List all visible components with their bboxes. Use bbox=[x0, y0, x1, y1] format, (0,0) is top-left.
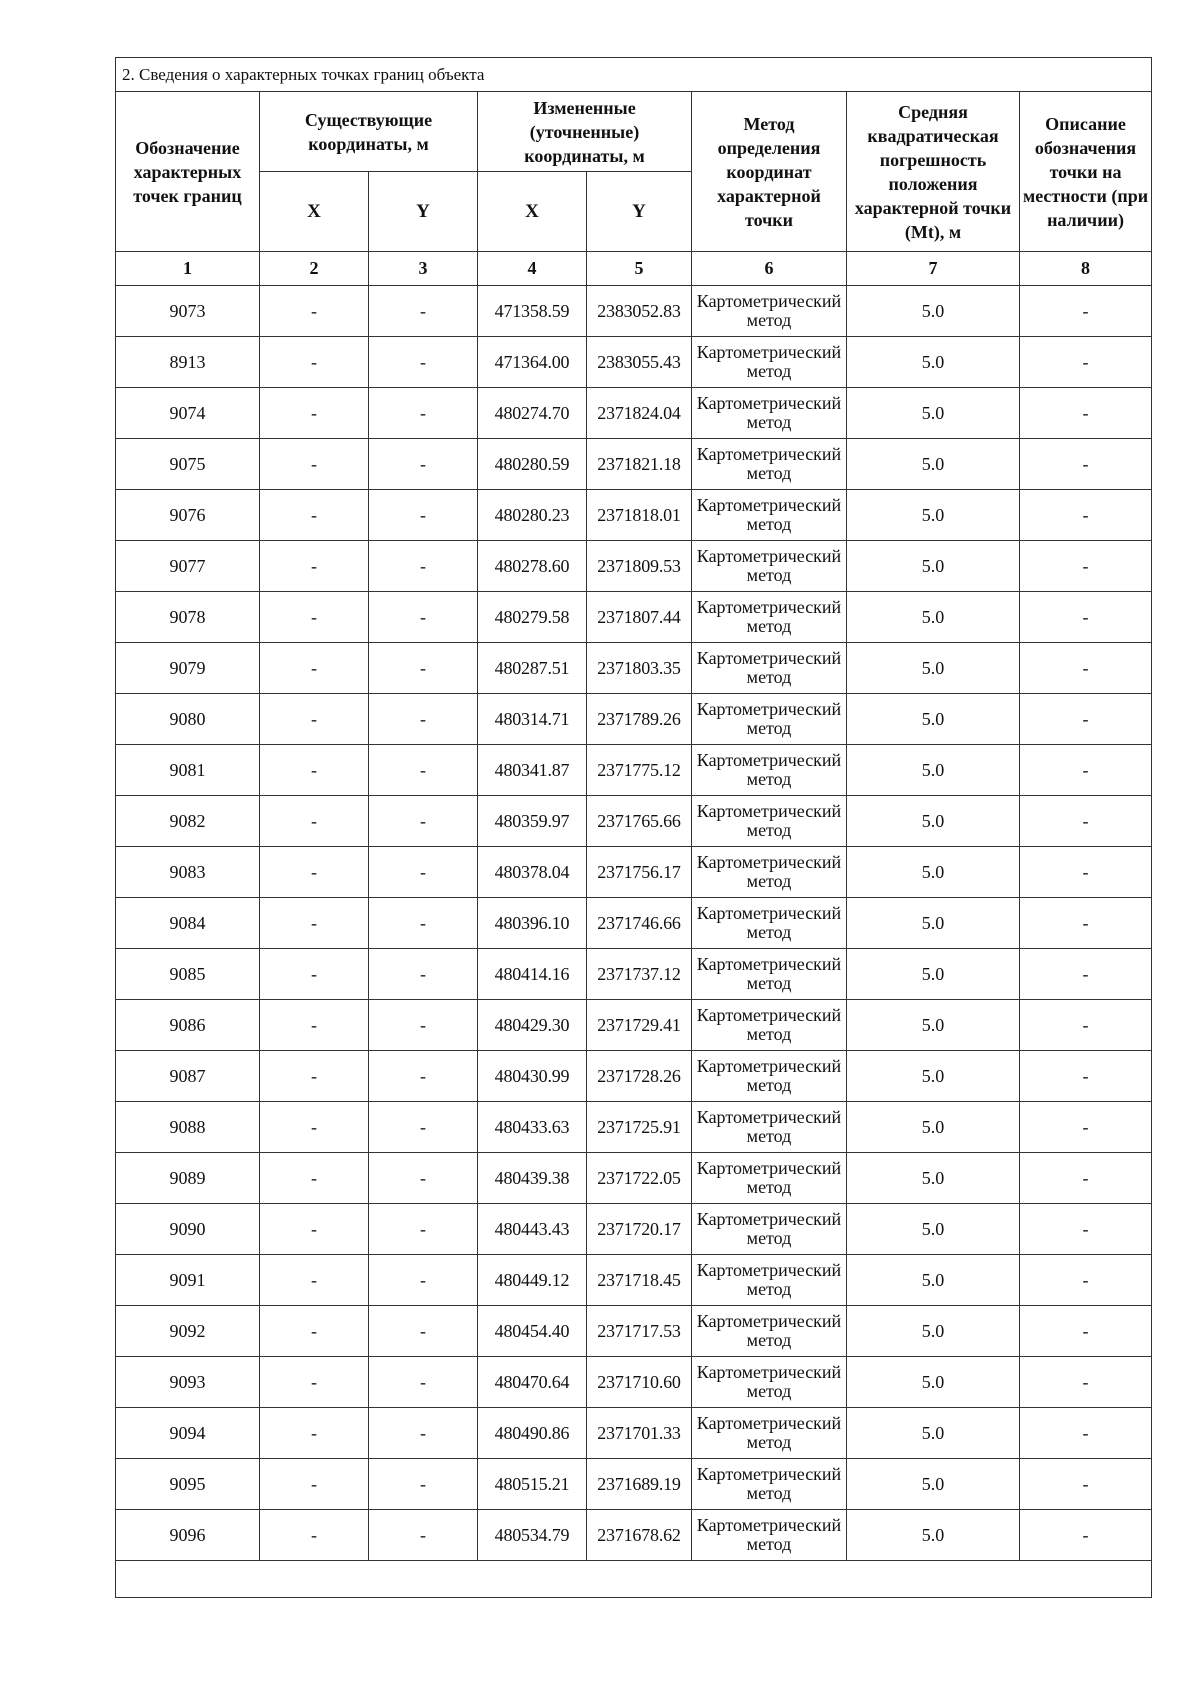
cell-point: 9085 bbox=[116, 949, 260, 1000]
cell-existing-y: - bbox=[369, 439, 478, 490]
cell-description: - bbox=[1020, 1510, 1152, 1561]
cell-existing-x: - bbox=[260, 949, 369, 1000]
cell-existing-x: - bbox=[260, 1459, 369, 1510]
cell-x: 471364.00 bbox=[478, 337, 587, 388]
cell-method: Картометрический метод bbox=[692, 745, 847, 796]
cell-description: - bbox=[1020, 847, 1152, 898]
cell-existing-y: - bbox=[369, 490, 478, 541]
cell-method: Картометрический метод bbox=[692, 1306, 847, 1357]
cell-point: 9076 bbox=[116, 490, 260, 541]
cell-existing-y: - bbox=[369, 1000, 478, 1051]
cell-point: 9096 bbox=[116, 1510, 260, 1561]
cell-existing-x: - bbox=[260, 439, 369, 490]
cell-existing-x: - bbox=[260, 1510, 369, 1561]
cell-existing-y: - bbox=[369, 1102, 478, 1153]
cell-existing-x: - bbox=[260, 1408, 369, 1459]
cell-method: Картометрический метод bbox=[692, 643, 847, 694]
cell-description: - bbox=[1020, 337, 1152, 388]
cell-method: Картометрический метод bbox=[692, 439, 847, 490]
cell-existing-y: - bbox=[369, 1408, 478, 1459]
cell-existing-y: - bbox=[369, 745, 478, 796]
header-method: Метод определения координат характерной точки bbox=[692, 92, 847, 252]
cell-point: 8913 bbox=[116, 337, 260, 388]
cell-method: Картометрический метод bbox=[692, 388, 847, 439]
cell-method: Картометрический метод bbox=[692, 694, 847, 745]
table-row bbox=[116, 796, 1152, 847]
cell-mt: 5.0 bbox=[847, 898, 1020, 949]
cell-x: 480274.70 bbox=[478, 388, 587, 439]
column-number: 8 bbox=[1020, 252, 1152, 286]
cell-description: - bbox=[1020, 1153, 1152, 1204]
cell-existing-y: - bbox=[369, 1255, 478, 1306]
cell-method: Картометрический метод bbox=[692, 286, 847, 337]
cell-existing-x: - bbox=[260, 1204, 369, 1255]
cell-existing-x: - bbox=[260, 1357, 369, 1408]
cell-x: 480414.16 bbox=[478, 949, 587, 1000]
table-row bbox=[116, 847, 1152, 898]
cell-description: - bbox=[1020, 1102, 1152, 1153]
cell-y: 2371689.19 bbox=[587, 1459, 692, 1510]
cell-mt: 5.0 bbox=[847, 1051, 1020, 1102]
cell-mt: 5.0 bbox=[847, 643, 1020, 694]
cell-x: 480449.12 bbox=[478, 1255, 587, 1306]
cell-x: 480429.30 bbox=[478, 1000, 587, 1051]
cell-y: 2371821.18 bbox=[587, 439, 692, 490]
cell-method: Картометрический метод bbox=[692, 796, 847, 847]
table-row bbox=[116, 1153, 1152, 1204]
table-row bbox=[116, 745, 1152, 796]
table-row bbox=[116, 337, 1152, 388]
cell-y: 2371722.05 bbox=[587, 1153, 692, 1204]
cell-x: 480454.40 bbox=[478, 1306, 587, 1357]
cell-method: Картометрический метод bbox=[692, 1000, 847, 1051]
cell-mt: 5.0 bbox=[847, 1357, 1020, 1408]
cell-description: - bbox=[1020, 694, 1152, 745]
cell-x: 480470.64 bbox=[478, 1357, 587, 1408]
cell-description: - bbox=[1020, 541, 1152, 592]
table-row bbox=[116, 898, 1152, 949]
cell-y: 2371818.01 bbox=[587, 490, 692, 541]
cell-mt: 5.0 bbox=[847, 1306, 1020, 1357]
cell-existing-x: - bbox=[260, 592, 369, 643]
cell-y: 2371824.04 bbox=[587, 388, 692, 439]
header-existing-y: Y bbox=[369, 172, 478, 252]
cell-method: Картометрический метод bbox=[692, 490, 847, 541]
table-row bbox=[116, 286, 1152, 337]
cell-x: 480439.38 bbox=[478, 1153, 587, 1204]
cell-y: 2371729.41 bbox=[587, 1000, 692, 1051]
cell-y: 2371807.44 bbox=[587, 592, 692, 643]
cell-y: 2371717.53 bbox=[587, 1306, 692, 1357]
cell-x: 471358.59 bbox=[478, 286, 587, 337]
cell-existing-y: - bbox=[369, 694, 478, 745]
table-row bbox=[116, 592, 1152, 643]
cell-existing-x: - bbox=[260, 286, 369, 337]
cell-mt: 5.0 bbox=[847, 847, 1020, 898]
cell-y: 2371775.12 bbox=[587, 745, 692, 796]
cell-point: 9089 bbox=[116, 1153, 260, 1204]
cell-x: 480280.23 bbox=[478, 490, 587, 541]
cell-existing-x: - bbox=[260, 1153, 369, 1204]
section-title: 2. Сведения о характерных точках границ объекта bbox=[116, 58, 1152, 92]
table-body bbox=[116, 286, 1152, 1561]
cell-method: Картометрический метод bbox=[692, 898, 847, 949]
cell-mt: 5.0 bbox=[847, 1000, 1020, 1051]
header-point-designation: Обозначение характерных точек границ bbox=[116, 92, 260, 252]
cell-x: 480534.79 bbox=[478, 1510, 587, 1561]
column-number: 1 bbox=[116, 252, 260, 286]
boundary-points-table bbox=[115, 57, 1152, 1598]
table-footer-row bbox=[116, 1561, 1152, 1598]
table-row bbox=[116, 694, 1152, 745]
cell-point: 9084 bbox=[116, 898, 260, 949]
cell-y: 2371725.91 bbox=[587, 1102, 692, 1153]
cell-existing-y: - bbox=[369, 643, 478, 694]
cell-existing-y: - bbox=[369, 541, 478, 592]
cell-existing-y: - bbox=[369, 796, 478, 847]
table-row bbox=[116, 1255, 1152, 1306]
cell-x: 480359.97 bbox=[478, 796, 587, 847]
cell-y: 2371737.12 bbox=[587, 949, 692, 1000]
column-number-row bbox=[116, 252, 1152, 286]
cell-mt: 5.0 bbox=[847, 1510, 1020, 1561]
cell-mt: 5.0 bbox=[847, 388, 1020, 439]
cell-existing-y: - bbox=[369, 949, 478, 1000]
header-mean-square-error: Средняя квадратическая погрешность положения характерной точки (Mt), м bbox=[847, 92, 1020, 252]
cell-point: 9083 bbox=[116, 847, 260, 898]
cell-mt: 5.0 bbox=[847, 1153, 1020, 1204]
cell-method: Картометрический метод bbox=[692, 337, 847, 388]
cell-description: - bbox=[1020, 1408, 1152, 1459]
table-row bbox=[116, 1357, 1152, 1408]
cell-mt: 5.0 bbox=[847, 1255, 1020, 1306]
cell-existing-x: - bbox=[260, 1000, 369, 1051]
cell-point: 9090 bbox=[116, 1204, 260, 1255]
cell-method: Картометрический метод bbox=[692, 1204, 847, 1255]
cell-point: 9093 bbox=[116, 1357, 260, 1408]
cell-y: 2371728.26 bbox=[587, 1051, 692, 1102]
column-number: 7 bbox=[847, 252, 1020, 286]
cell-x: 480287.51 bbox=[478, 643, 587, 694]
cell-existing-y: - bbox=[369, 592, 478, 643]
cell-x: 480443.43 bbox=[478, 1204, 587, 1255]
cell-mt: 5.0 bbox=[847, 490, 1020, 541]
cell-x: 480341.87 bbox=[478, 745, 587, 796]
cell-point: 9075 bbox=[116, 439, 260, 490]
cell-description: - bbox=[1020, 745, 1152, 796]
table-row bbox=[116, 1000, 1152, 1051]
cell-description: - bbox=[1020, 1204, 1152, 1255]
cell-mt: 5.0 bbox=[847, 1204, 1020, 1255]
cell-method: Картометрический метод bbox=[692, 1408, 847, 1459]
column-number: 4 bbox=[478, 252, 587, 286]
cell-x: 480430.99 bbox=[478, 1051, 587, 1102]
header-existing-x: X bbox=[260, 172, 369, 252]
table-row bbox=[116, 1510, 1152, 1561]
cell-existing-y: - bbox=[369, 1204, 478, 1255]
cell-point: 9081 bbox=[116, 745, 260, 796]
column-number: 6 bbox=[692, 252, 847, 286]
cell-mt: 5.0 bbox=[847, 745, 1020, 796]
cell-existing-y: - bbox=[369, 286, 478, 337]
cell-existing-x: - bbox=[260, 847, 369, 898]
table-row bbox=[116, 490, 1152, 541]
cell-description: - bbox=[1020, 1255, 1152, 1306]
cell-mt: 5.0 bbox=[847, 1102, 1020, 1153]
cell-x: 480280.59 bbox=[478, 439, 587, 490]
cell-description: - bbox=[1020, 1459, 1152, 1510]
cell-point: 9080 bbox=[116, 694, 260, 745]
cell-description: - bbox=[1020, 1000, 1152, 1051]
cell-existing-x: - bbox=[260, 1306, 369, 1357]
cell-point: 9087 bbox=[116, 1051, 260, 1102]
cell-description: - bbox=[1020, 949, 1152, 1000]
cell-y: 2371678.62 bbox=[587, 1510, 692, 1561]
cell-point: 9073 bbox=[116, 286, 260, 337]
table-footer-cell bbox=[116, 1561, 1152, 1598]
cell-mt: 5.0 bbox=[847, 796, 1020, 847]
cell-existing-y: - bbox=[369, 1357, 478, 1408]
header-existing-coordinates: Существующие координаты, м bbox=[260, 92, 478, 172]
cell-existing-x: - bbox=[260, 541, 369, 592]
cell-existing-x: - bbox=[260, 1102, 369, 1153]
cell-point: 9086 bbox=[116, 1000, 260, 1051]
cell-existing-y: - bbox=[369, 847, 478, 898]
cell-method: Картометрический метод bbox=[692, 1459, 847, 1510]
cell-method: Картометрический метод bbox=[692, 1357, 847, 1408]
cell-existing-x: - bbox=[260, 1051, 369, 1102]
cell-y: 2371803.35 bbox=[587, 643, 692, 694]
cell-x: 480278.60 bbox=[478, 541, 587, 592]
cell-existing-x: - bbox=[260, 388, 369, 439]
boundary-points-document bbox=[115, 57, 1151, 1598]
table-row bbox=[116, 1306, 1152, 1357]
cell-description: - bbox=[1020, 898, 1152, 949]
cell-existing-y: - bbox=[369, 1510, 478, 1561]
cell-x: 480433.63 bbox=[478, 1102, 587, 1153]
table-row bbox=[116, 1408, 1152, 1459]
cell-description: - bbox=[1020, 1357, 1152, 1408]
table-row bbox=[116, 388, 1152, 439]
cell-mt: 5.0 bbox=[847, 694, 1020, 745]
cell-description: - bbox=[1020, 643, 1152, 694]
cell-y: 2371718.45 bbox=[587, 1255, 692, 1306]
cell-existing-y: - bbox=[369, 1459, 478, 1510]
cell-point: 9095 bbox=[116, 1459, 260, 1510]
cell-point: 9082 bbox=[116, 796, 260, 847]
cell-y: 2371710.60 bbox=[587, 1357, 692, 1408]
cell-y: 2371746.66 bbox=[587, 898, 692, 949]
table-row bbox=[116, 1459, 1152, 1510]
cell-method: Картометрический метод bbox=[692, 592, 847, 643]
cell-existing-x: - bbox=[260, 1255, 369, 1306]
cell-mt: 5.0 bbox=[847, 1459, 1020, 1510]
cell-existing-x: - bbox=[260, 694, 369, 745]
table-row bbox=[116, 439, 1152, 490]
header-changed-coordinates: Измененные (уточненные) координаты, м bbox=[478, 92, 692, 172]
cell-description: - bbox=[1020, 1051, 1152, 1102]
cell-point: 9077 bbox=[116, 541, 260, 592]
cell-existing-y: - bbox=[369, 388, 478, 439]
cell-mt: 5.0 bbox=[847, 337, 1020, 388]
cell-y: 2371720.17 bbox=[587, 1204, 692, 1255]
cell-point: 9079 bbox=[116, 643, 260, 694]
cell-description: - bbox=[1020, 490, 1152, 541]
cell-existing-x: - bbox=[260, 490, 369, 541]
cell-existing-y: - bbox=[369, 1306, 478, 1357]
cell-point: 9091 bbox=[116, 1255, 260, 1306]
cell-existing-x: - bbox=[260, 643, 369, 694]
cell-mt: 5.0 bbox=[847, 592, 1020, 643]
cell-method: Картометрический метод bbox=[692, 1510, 847, 1561]
cell-existing-x: - bbox=[260, 745, 369, 796]
cell-x: 480378.04 bbox=[478, 847, 587, 898]
cell-y: 2371765.66 bbox=[587, 796, 692, 847]
cell-method: Картометрический метод bbox=[692, 1153, 847, 1204]
cell-existing-y: - bbox=[369, 898, 478, 949]
cell-point: 9092 bbox=[116, 1306, 260, 1357]
table-row bbox=[116, 1102, 1152, 1153]
header-changed-x: X bbox=[478, 172, 587, 252]
cell-existing-x: - bbox=[260, 796, 369, 847]
table-row bbox=[116, 541, 1152, 592]
cell-description: - bbox=[1020, 439, 1152, 490]
cell-mt: 5.0 bbox=[847, 1408, 1020, 1459]
cell-point: 9094 bbox=[116, 1408, 260, 1459]
table-row bbox=[116, 1051, 1152, 1102]
cell-y: 2371756.17 bbox=[587, 847, 692, 898]
cell-existing-x: - bbox=[260, 337, 369, 388]
cell-x: 480490.86 bbox=[478, 1408, 587, 1459]
cell-y: 2371809.53 bbox=[587, 541, 692, 592]
cell-x: 480396.10 bbox=[478, 898, 587, 949]
cell-description: - bbox=[1020, 286, 1152, 337]
column-number: 5 bbox=[587, 252, 692, 286]
cell-y: 2383052.83 bbox=[587, 286, 692, 337]
cell-description: - bbox=[1020, 796, 1152, 847]
cell-x: 480515.21 bbox=[478, 1459, 587, 1510]
cell-method: Картометрический метод bbox=[692, 1051, 847, 1102]
cell-method: Картометрический метод bbox=[692, 1255, 847, 1306]
cell-existing-y: - bbox=[369, 1153, 478, 1204]
cell-description: - bbox=[1020, 388, 1152, 439]
cell-mt: 5.0 bbox=[847, 286, 1020, 337]
header-changed-y: Y bbox=[587, 172, 692, 252]
cell-existing-y: - bbox=[369, 1051, 478, 1102]
cell-point: 9078 bbox=[116, 592, 260, 643]
table-row bbox=[116, 949, 1152, 1000]
cell-x: 480279.58 bbox=[478, 592, 587, 643]
column-number: 2 bbox=[260, 252, 369, 286]
header-description: Описание обозначения точки на местности (при наличии) bbox=[1020, 92, 1152, 252]
cell-description: - bbox=[1020, 592, 1152, 643]
cell-existing-y: - bbox=[369, 337, 478, 388]
cell-mt: 5.0 bbox=[847, 541, 1020, 592]
cell-y: 2371701.33 bbox=[587, 1408, 692, 1459]
cell-point: 9074 bbox=[116, 388, 260, 439]
column-number: 3 bbox=[369, 252, 478, 286]
cell-y: 2383055.43 bbox=[587, 337, 692, 388]
cell-x: 480314.71 bbox=[478, 694, 587, 745]
table-row bbox=[116, 1204, 1152, 1255]
cell-mt: 5.0 bbox=[847, 439, 1020, 490]
cell-method: Картометрический метод bbox=[692, 949, 847, 1000]
table-row bbox=[116, 643, 1152, 694]
cell-mt: 5.0 bbox=[847, 949, 1020, 1000]
cell-y: 2371789.26 bbox=[587, 694, 692, 745]
cell-method: Картометрический метод bbox=[692, 1102, 847, 1153]
cell-method: Картометрический метод bbox=[692, 847, 847, 898]
cell-point: 9088 bbox=[116, 1102, 260, 1153]
cell-method: Картометрический метод bbox=[692, 541, 847, 592]
cell-existing-x: - bbox=[260, 898, 369, 949]
cell-description: - bbox=[1020, 1306, 1152, 1357]
